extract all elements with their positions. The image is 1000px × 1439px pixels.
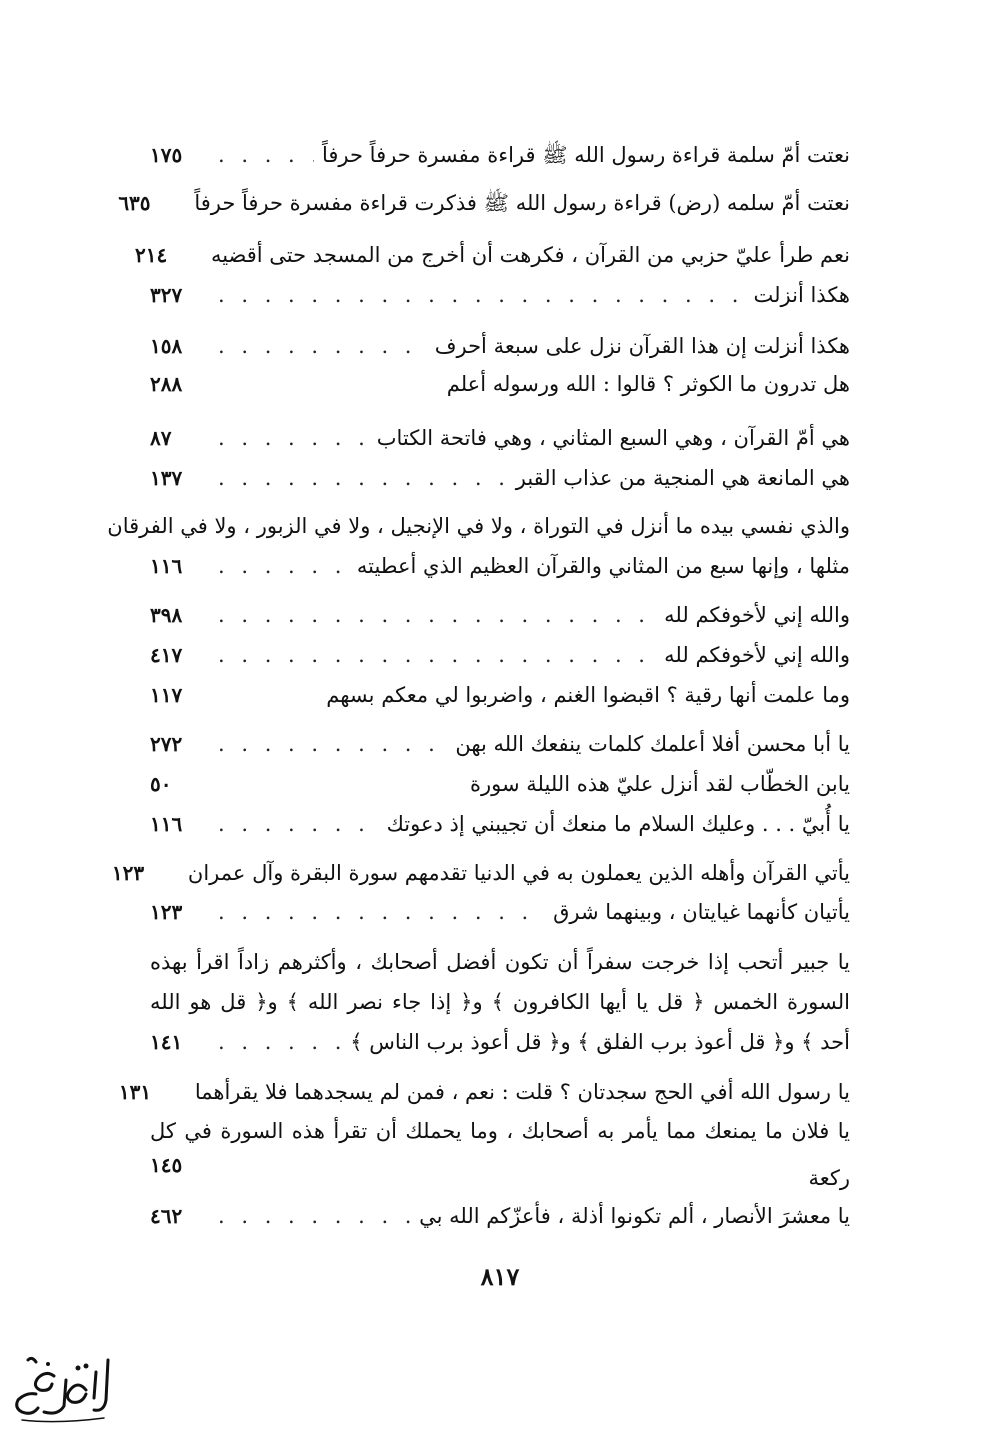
index-entry	[150, 137, 850, 173]
entry-text-line: مثلها ، وإنها سبع من المثاني والقرآن العظيم الذي أعطيته	[356, 554, 850, 578]
entry-text-line: يا جبير أتحب إذا خرجت سفراً أن تكون أفضل أصحابك ، وأكثرهم زاداً اقرأ بهذه	[150, 950, 850, 974]
entry-page: ٢٨٨	[150, 372, 183, 396]
entry-text: والله إني لأخوفكم لله	[664, 603, 850, 627]
entry-page: ٣٢٧	[150, 283, 183, 307]
calligraphy-stamp-logo	[8, 1350, 118, 1428]
entry-page: ١١٦	[150, 812, 183, 836]
leader-dots	[218, 1198, 411, 1234]
entry-page: ١٥٨	[150, 334, 183, 358]
index-entry	[150, 366, 850, 402]
entry-text: وما علمت أنها رقية ؟ اقبضوا الغنم ، واضربوا لي معكم بسهم	[326, 683, 850, 707]
index-entry	[118, 185, 850, 221]
entry-page: ١١٦	[150, 554, 183, 578]
entry-page: ١٢٣	[150, 900, 183, 924]
leader-dots	[218, 894, 545, 930]
index-entry	[150, 677, 850, 713]
entry-page: ١٤٥	[150, 1153, 183, 1177]
entry-text: هي أمّ القرآن ، وهي السبع المثاني ، وهي فاتحة الكتاب	[376, 426, 850, 450]
index-entry	[150, 1024, 850, 1060]
index-entry	[150, 1198, 850, 1234]
hadith-index-list	[107, 0, 850, 1300]
entry-text: هل تدرون ما الكوثر ؟ قالوا : الله ورسوله أعلم	[446, 372, 850, 396]
index-entry	[134, 237, 850, 273]
leader-dots	[218, 328, 427, 364]
entry-page: ٢١٤	[134, 243, 168, 267]
index-entry	[150, 894, 850, 930]
entry-page: ٨٧	[150, 426, 172, 450]
index-entry	[150, 277, 850, 313]
leader-dots	[218, 1024, 342, 1060]
index-entry	[118, 1074, 850, 1110]
entry-page: ١٣٧	[150, 466, 183, 490]
index-entry	[150, 597, 850, 633]
index-entry	[150, 726, 850, 762]
entry-page: ١٢٣	[111, 861, 145, 885]
entry-page: ٦٣٥	[118, 191, 151, 215]
entry-text: يأتيان كأنهما غيايتان ، وبينهما شرق	[553, 900, 850, 924]
entry-page: ١١٧	[150, 683, 183, 707]
entry-page: ٢٧٢	[150, 732, 183, 756]
leader-dots	[218, 460, 508, 496]
index-entry	[150, 328, 850, 364]
entry-text: هكذا أنزلت	[753, 283, 850, 307]
entry-text-line: أحد ﴾ و﴿ قل أعوذ برب الفلق ﴾ و﴿ قل أعوذ برب الناس ﴾	[350, 1030, 850, 1054]
leader-dots	[218, 277, 746, 313]
index-entry-continuation	[107, 508, 850, 544]
page-number: ٨١٧	[480, 1262, 520, 1291]
entry-text: يا رسول الله أفي الحج سجدتان ؟ قلت : نعم ، فمن لم يسجدهما فلا يقرأهما	[194, 1080, 850, 1104]
leader-dots	[218, 548, 349, 584]
leader-dots	[218, 806, 379, 842]
leader-dots	[218, 637, 656, 673]
entry-text: نعم طرأ عليّ حزبي من القرآن ، فكرهت أن أخرج من المسجد حتى أقضيه	[210, 243, 850, 267]
leader-dots	[218, 597, 656, 633]
entry-text-line: ركعة	[808, 1166, 850, 1190]
index-entry	[150, 637, 850, 673]
index-entry	[111, 855, 850, 891]
entry-text: يابن الخطّاب لقد أنزل عليّ هذه الليلة سورة	[470, 772, 850, 796]
index-entry-continuation	[150, 1160, 850, 1196]
entry-page: ٥٠	[150, 772, 172, 796]
entry-page: ١٧٥	[150, 143, 183, 167]
index-entry	[150, 806, 850, 842]
entry-page: ٣٩٨	[150, 603, 183, 627]
entry-text: يا معشرَ الأنصار ، ألم تكونوا أذلة ، فأعزّكم الله بي	[419, 1204, 850, 1228]
entry-page: ١٤١	[150, 1030, 183, 1054]
entry-text: يا أبا محسن أفلا أعلمك كلمات ينفعك الله بهن	[455, 732, 850, 756]
entry-text: يا أُبيّ . . . وعليك السلام ما منعك أن تجيبني إذ دعوتك	[386, 812, 850, 836]
entry-text: هكذا أنزلت إن هذا القرآن نزل على سبعة أحرف	[434, 334, 850, 358]
entry-text-line: السورة الخمس ﴿ قل يا أيها الكافرون ﴾ و﴿ إذا جاء نصر الله ﴾ و﴿ قل هو الله	[150, 990, 850, 1014]
index-entry	[150, 766, 850, 802]
entry-text-line: والذي نفسي بيده ما أنزل في التوراة ، ولا في الإنجيل ، ولا في الزبور ، ولا في الفرقان	[107, 514, 850, 538]
entry-text: نعتت أمّ سلمة قراءة رسول الله ﷺ قراءة مفسرة حرفاً حرفاً	[321, 143, 850, 167]
index-entry-continuation	[150, 984, 850, 1020]
entry-text: والله إني لأخوفكم لله	[664, 643, 850, 667]
entry-text: هي المانعة هي المنجية من عذاب القبر	[515, 466, 850, 490]
entry-page: ١٣١	[118, 1080, 152, 1104]
index-entry-continuation	[150, 944, 850, 980]
leader-dots	[218, 137, 314, 173]
index-entry	[150, 420, 850, 456]
index-entry-continuation	[150, 1113, 850, 1149]
index-entry	[150, 460, 850, 496]
entry-text: يأتي القرآن وأهله الذين يعملون به في الدنيا تقدمهم سورة البقرة وآل عمران	[187, 861, 850, 885]
entry-page: ٤٦٢	[150, 1204, 183, 1228]
index-entry	[150, 548, 850, 584]
leader-dots	[218, 420, 369, 456]
entry-page: ٤١٧	[150, 643, 183, 667]
entry-text: نعتت أمّ سلمه (رض) قراءة رسول الله ﷺ فذكرت قراءة مفسرة حرفاً حرفاً	[194, 191, 850, 215]
entry-text-line: يا فلان ما يمنعك مما يأمر به أصحابك ، وما يحملك أن تقرأ هذه السورة في كل	[150, 1119, 850, 1143]
leader-dots	[218, 726, 447, 762]
